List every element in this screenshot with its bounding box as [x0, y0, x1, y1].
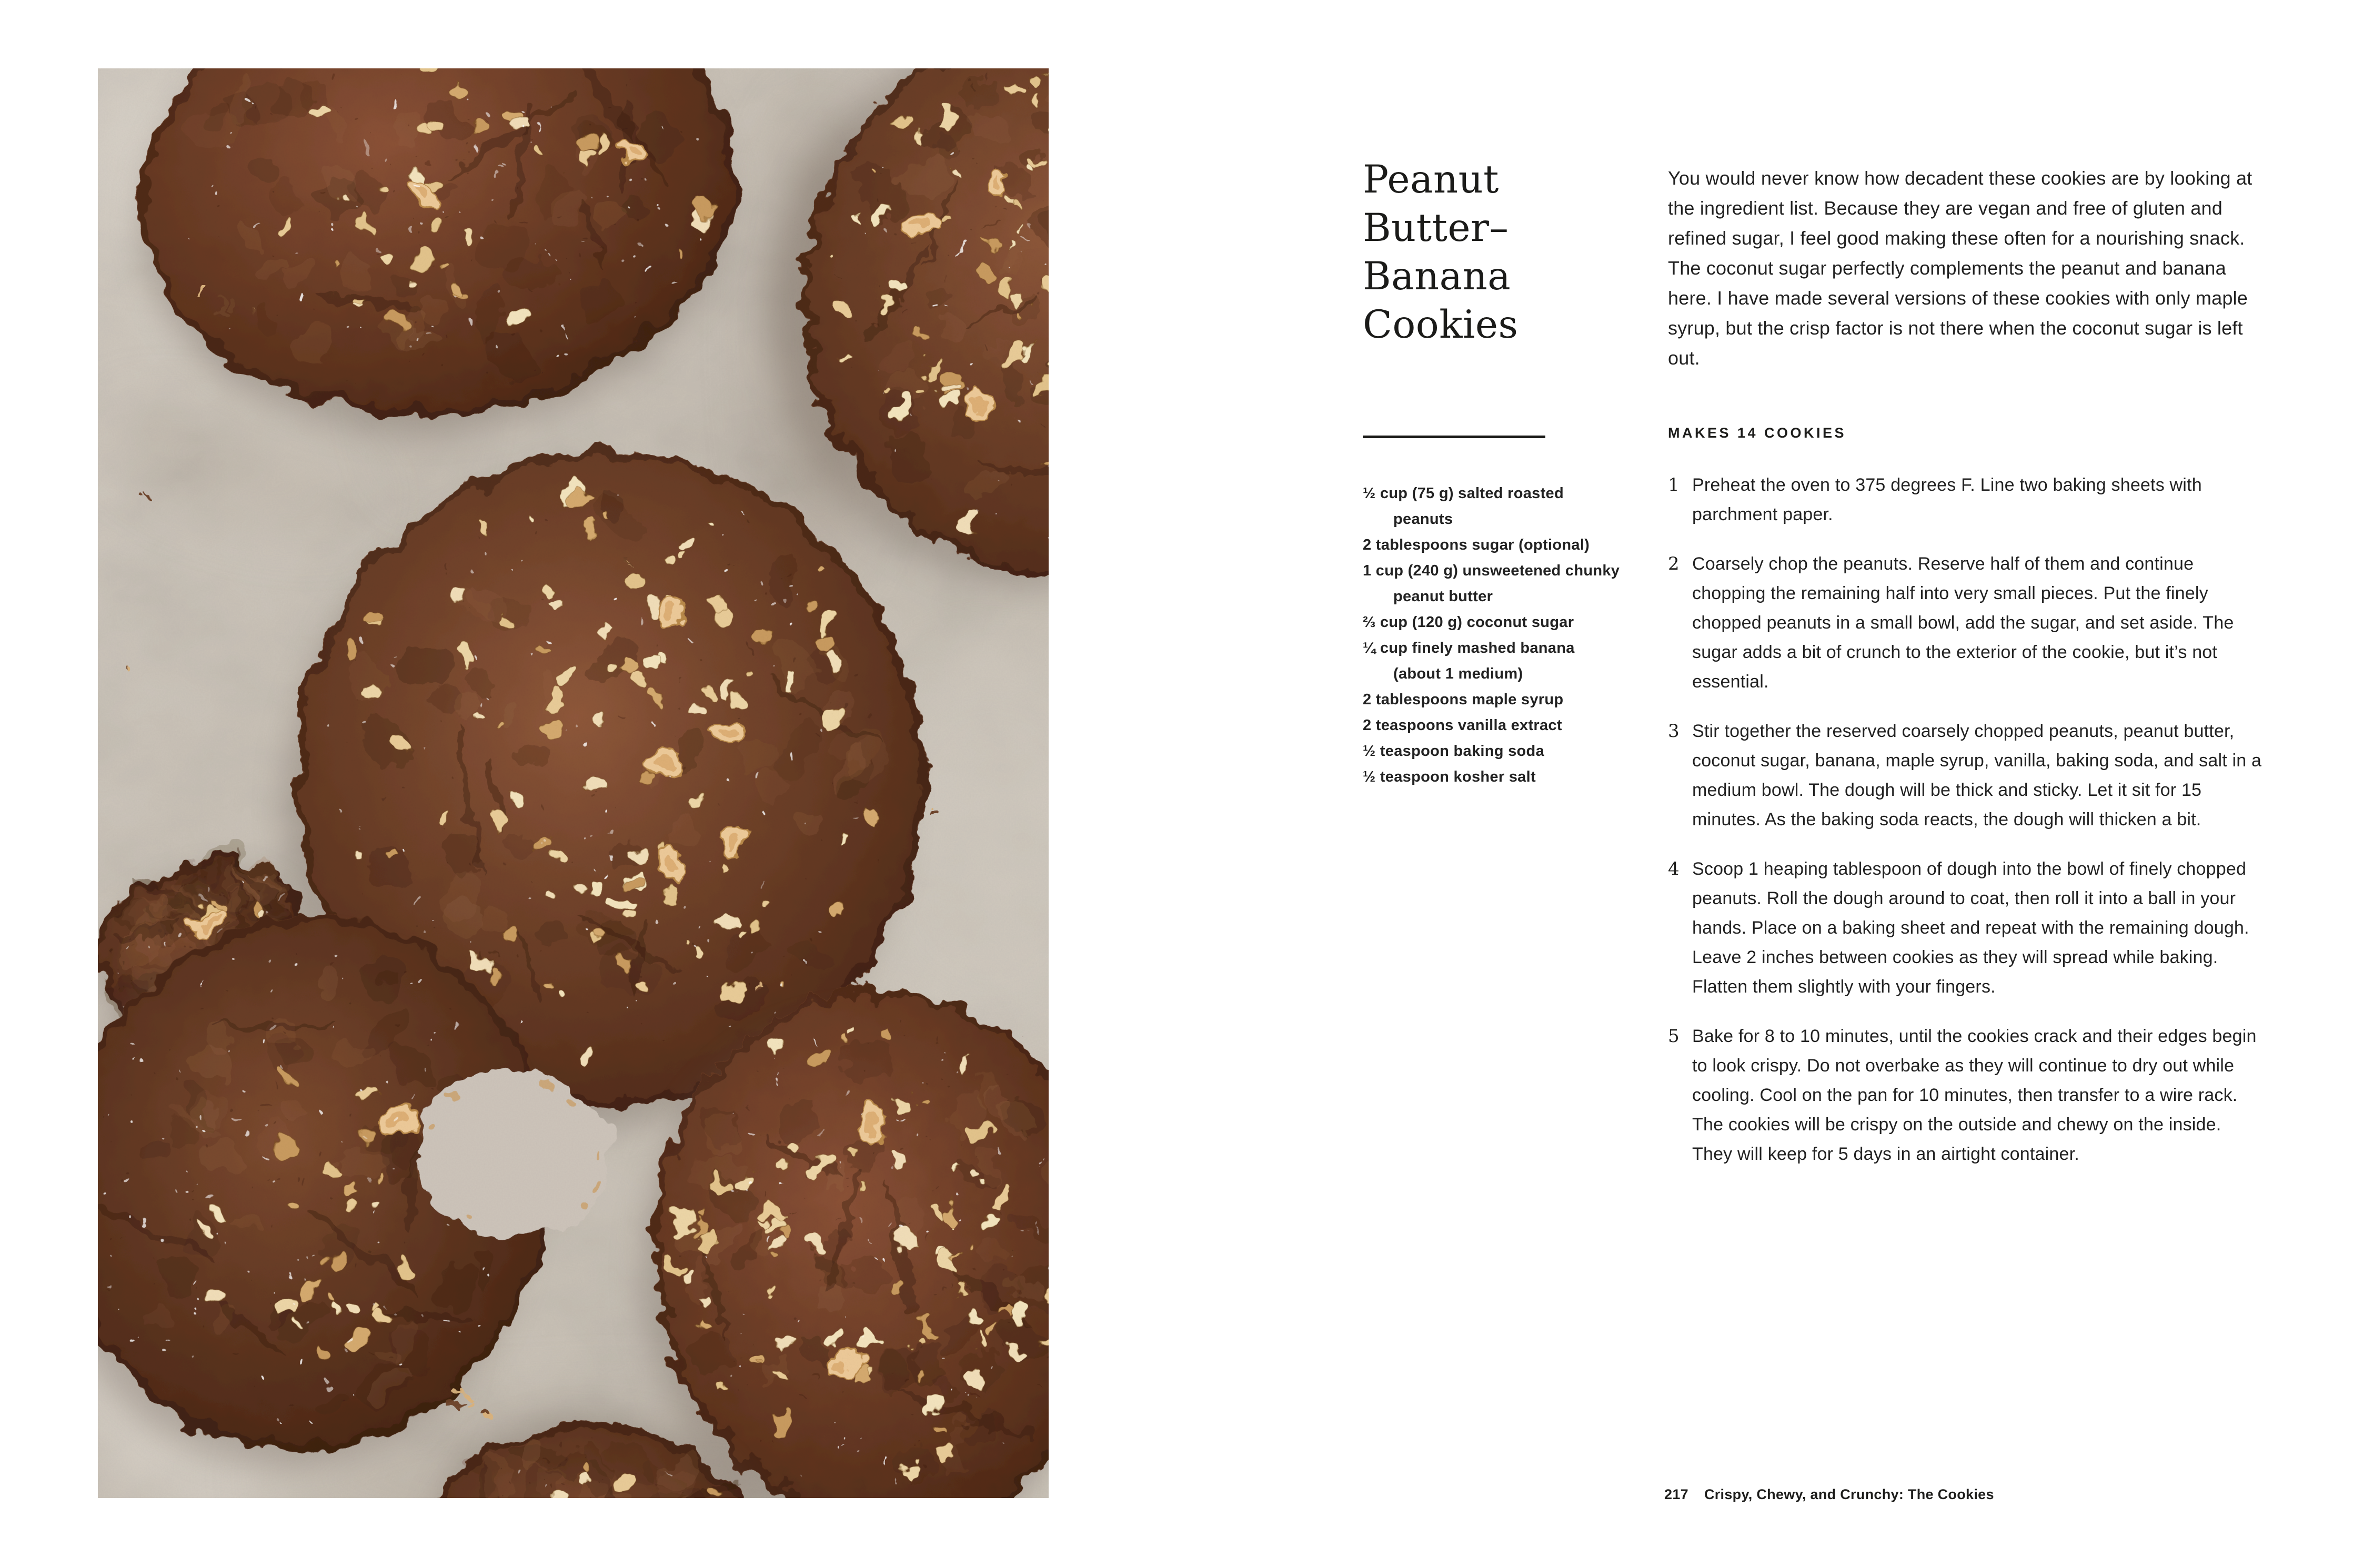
- title-rule: [1363, 436, 1545, 438]
- title-line: Cookies: [1363, 302, 1519, 347]
- page-number: 217: [1664, 1486, 1688, 1502]
- step-item: [1668, 716, 2264, 834]
- title-line: Banana: [1363, 254, 1511, 299]
- ingredient-item: 1 cup (240 g) unsweetened chunky peanut butter: [1363, 562, 1620, 605]
- ingredient-item: ½ cup (75 g) salted roasted peanuts: [1363, 485, 1564, 528]
- title-line: Peanut: [1363, 157, 1499, 202]
- ingredient-item: ⅔ cup (120 g) coconut sugar: [1363, 614, 1574, 631]
- step-item: [1668, 470, 2264, 529]
- step-text: Preheat the oven to 375 degrees F. Line two baking sheets with parchment paper.: [1692, 475, 2202, 524]
- step-item: [1668, 1021, 2264, 1169]
- ingredient-item: 2 tablespoons maple syrup: [1363, 691, 1564, 708]
- ingredient-item: 2 tablespoons sugar (optional): [1363, 537, 1590, 553]
- ingredient-item: ½ teaspoon baking soda: [1363, 743, 1544, 760]
- step-number: 2: [1668, 553, 1680, 574]
- recipe-photo: [98, 68, 1049, 1498]
- steps-list: [1668, 470, 2264, 1189]
- step-text: Scoop 1 heaping tablespoon of dough into the bowl of finely chopped peanuts. Roll the dough around to coat, then roll it into a ball in your hands. Place on a baking sheet and repeat with the remaining dough. Leave 2 inches between cookies as they will spread while baking. Flatten them slightly with your fingers.: [1692, 859, 2249, 997]
- step-number: 3: [1668, 721, 1680, 742]
- step-number: 5: [1668, 1026, 1680, 1047]
- ingredient-item: 2 teaspoons vanilla extract: [1363, 717, 1562, 734]
- title-line: Butter–: [1363, 206, 1509, 250]
- chapter-title: Crispy, Chewy, and Crunchy: The Cookies: [1704, 1486, 1994, 1502]
- step-text: Bake for 8 to 10 minutes, until the cookies crack and their edges begin to look crispy. Do not overbake as they will continue to dry out while cooling. Cool on the pan for 10 minutes, then transfer to a wire rack. The cookies will be crispy on the outside and chewy on the inside. They will keep for 5 days in an airtight container.: [1692, 1026, 2257, 1164]
- step-number: 1: [1668, 474, 1680, 495]
- recipe-title: [1363, 156, 1519, 349]
- step-number: 4: [1668, 858, 1680, 879]
- recipe-intro: You would never know how decadent these cookies are by looking at the ingredient list. Because they are vegan and free of gluten and refined sugar, I feel good making these often for a nourishing snack. The coconut sugar perfectly complements the peanut and banana here. I have made several versions of these cookies with only maple syrup, but the crisp factor is not there when the coconut sugar is left out.: [1668, 167, 2253, 369]
- cookies-photo-illustration: [98, 68, 1049, 1498]
- yield-label: MAKES 14 COOKIES: [1668, 425, 1847, 441]
- step-item: [1668, 854, 2264, 1002]
- step-item: [1668, 549, 2264, 696]
- ingredient-item: ½ teaspoon kosher salt: [1363, 768, 1536, 785]
- ingredient-item: ¼ cup finely mashed banana (about 1 medium): [1363, 640, 1575, 682]
- step-text: Coarsely chop the peanuts. Reserve half of them and continue chopping the remaining half into very small pieces. Put the finely chopped peanuts in a small bowl, add the sugar, and set aside. The sugar adds a bit of crunch to the exterior of the cookie, but it’s not essential.: [1692, 554, 2234, 692]
- ingredients-list: [1363, 481, 1626, 790]
- step-text: Stir together the reserved coarsely chopped peanuts, peanut butter, coconut sugar, banana, maple syrup, vanilla, baking soda, and salt in a medium bowl. The dough will be thick and sticky. Let it sit for 15 minutes. As the baking soda reacts, the dough will thicken a bit.: [1692, 721, 2262, 829]
- page-footer: [1664, 1486, 1994, 1503]
